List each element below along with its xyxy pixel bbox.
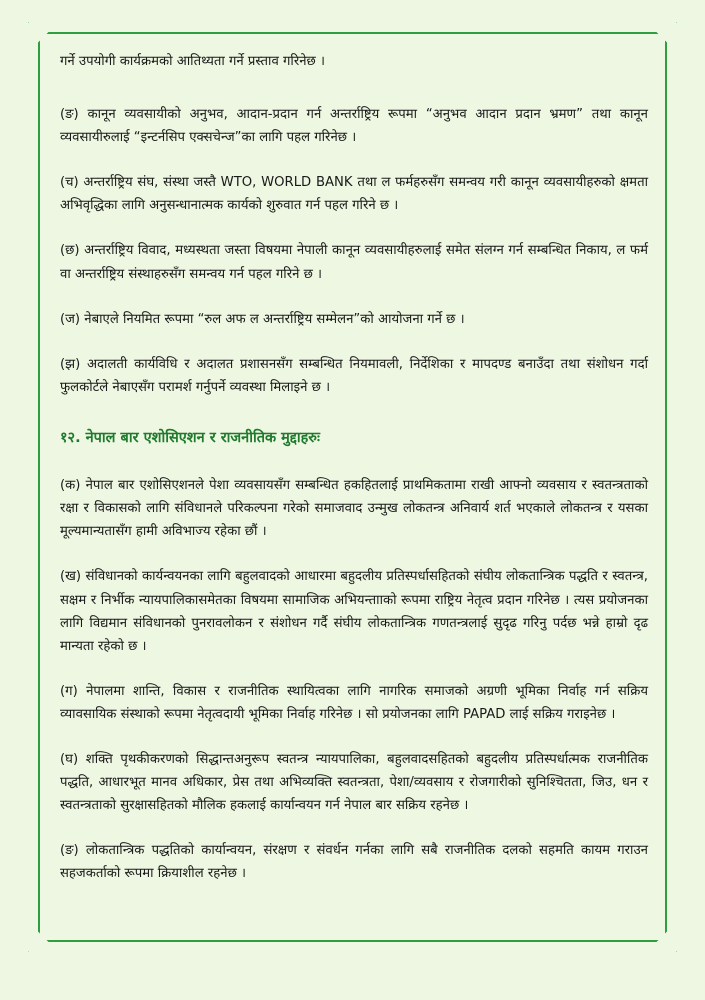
section-paragraph-gha: (घ) शक्ति पृथकीकरणको सिद्धान्तअनुरूप स्वतन्त्र न्यायपालिका, बहुलवादसहितको बहुदलीय प्रतिस्पर्धात्मक राजनीतिक पद्धति, आधारभूत मानव अधिकार, प्रेस तथा अभिव्यक्ति स्वतन्त्रता, पेशा/व्यवसाय र रोजगारीको सुनिश्चितता, जिउ, धन र स्वतन्त्रताको सुरक्षासहितको मौलिक हकलाई कार्यान्वयन गर्न नेपाल बार सक्रिय रहनेछ ।	[60, 751, 648, 814]
paragraph-item-ja: (ज) नेबाएले नियमित रूपमा “रुल अफ ल अन्तर्राष्ट्रिय सम्मेलन”को आयोजना गर्ने छ ।	[60, 311, 465, 327]
corner-decoration-top-left	[28, 22, 60, 54]
section-paragraph-ga: (ग) नेपालमा शान्ति, विकास र राजनीतिक स्थायित्वका लागि नागरिक समाजको अग्रणी भूमिका निर्वाह गर्न सक्रिय व्यावसायिक संस्थाको रूपमा नेतृत्वदायी भूमिका निर्वाह गरिनेछ । सो प्रयोजनका लागि PAPAD लाई सक्रिय गराइनेछ ।	[60, 683, 648, 722]
corner-decoration-bottom-left	[28, 920, 60, 952]
section-paragraph-nga: (ङ) लोकतान्त्रिक पद्धतिको कार्यान्वयन, संरक्षण र संवर्धन गर्नका लागि सबै राजनीतिक दलको सहमति कायम गराउन सहजकर्ताको रूपमा क्रियाशील रहनेछ ।	[60, 843, 648, 882]
document-content	[60, 50, 648, 907]
paragraph-item-cha: (च) अन्तर्राष्ट्रिय संघ, संस्था जस्तै WTO, WORLD BANK तथा ल फर्महरुसँग समन्वय गरी कानून व्यवसायीहरुको क्षमता अभिवृद्धिका लागि अनुसन्धानात्मक कार्यको शुरुवात गर्न पहल गरिने छ ।	[60, 175, 648, 214]
section-paragraph-kha: (ख) संविधानको कार्यन्वयनका लागि बहुलवादको आधारमा बहुदलीय प्रतिस्पर्धासहितको संघीय लोकतान्त्रिक पद्धति र स्वतन्त्र, सक्षम र निर्भीक न्यायपालिकासमेतका विषयमा सामाजिक अभियन्तााको रूपमा राष्ट्रिय नेतृत्व प्रदान गरिनेछ । त्यस प्रयोजनका लागि विद्यमान संविधानको पुनरावलोकन र संशोधन गर्दै संघीय लोकतान्त्रिक गणतन्त्रलाई सुदृढ गरिनु पर्दछ भन्ने हाम्रो दृढ मान्यता रहेको छ ।	[60, 569, 648, 654]
paragraph-item-jha: (झ) अदालती कार्यविधि र अदालत प्रशासनसँग सम्बन्धित नियमावली, निर्देशिका र मापदण्ड बनाउँदा तथा संशोधन गर्दा फुलकोर्टले नेबाएसँग परामर्श गर्नुपर्ने व्यवस्था मिलाइने छ ।	[60, 356, 648, 395]
section-heading-12: १२. नेपाल बार एशोसिएशन र राजनीतिक मुद्दाहरुः	[60, 429, 320, 446]
paragraph-item-chha: (छ) अन्तर्राष्ट्रिय विवाद, मध्यस्थता जस्ता विषयमा नेपाली कानून व्यवसायीहरुलाई समेत संलग्न गर्न सम्बन्धित निकाय, ल फर्म वा अन्तर्राष्ट्रिय संस्थाहरुसँग समन्वय गर्न पहल गरिने छ ।	[60, 243, 648, 282]
corner-decoration-top-right	[645, 22, 677, 54]
paragraph-continuation: गर्ने उपयोगी कार्यक्रमको आतिथ्यता गर्ने प्रस्ताव गरिनेछ ।	[60, 54, 325, 69]
section-paragraph-ka: (क) नेपाल बार एशोसिएशनले पेशा व्यवसायसँग सम्बन्धित हकहितलाई प्राथमिकतामा राखी आफ्नो व्यवसाय र स्वतन्त्रताको रक्षा र विकासको लागि संविधानले परिकल्पना गरेको समाजवाद उन्मुख लोकतन्त्र अनिवार्य शर्त भएकाले लोकतन्त्र र यसका मूल्यमान्यतासँग हामी अविभाज्य रहेका छौं ।	[60, 478, 648, 540]
paragraph-item-nga: (ङ) कानून व्यवसायीको अनुभव, आदान-प्रदान गर्न अन्तर्राष्ट्रिय रूपमा “अनुभव आदान प्रदान भ्रमण” तथा कानून व्यवसायीरुलाई “इन्टर्नसिप एक्सचेन्ज”का लागि पहल गरिनेछ ।	[60, 107, 648, 146]
corner-decoration-bottom-right	[645, 920, 677, 952]
